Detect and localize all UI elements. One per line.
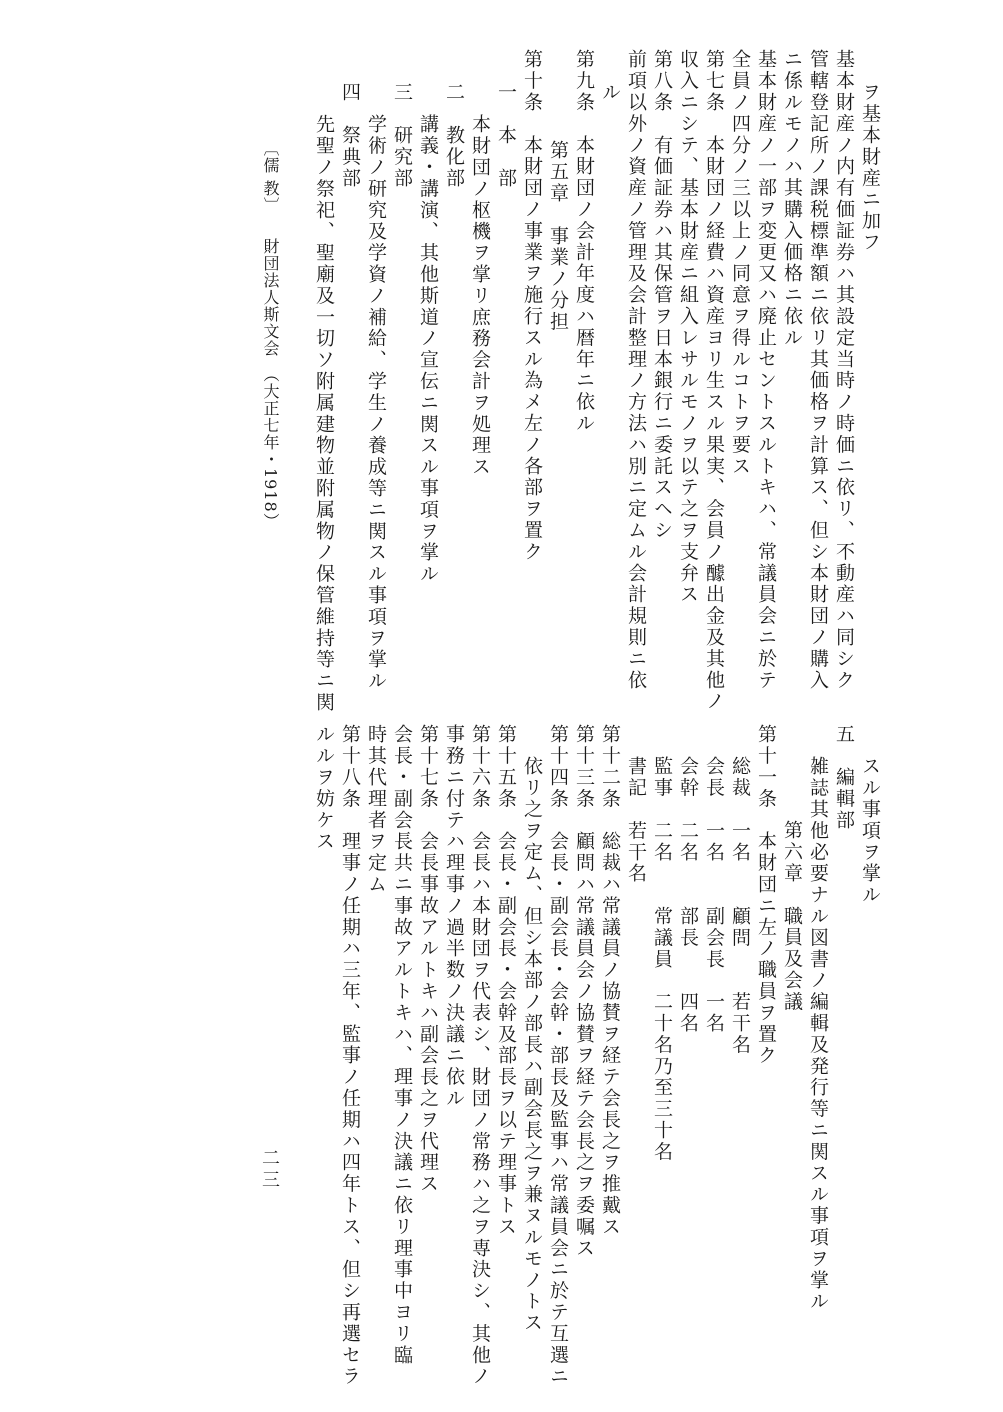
text-column: ヲ基本財産ニ加フ xyxy=(859,82,881,254)
text-column: 全員ノ四分ノ三以上ノ同意ヲ得ルコトヲ要ス xyxy=(729,49,751,477)
text-column: 二 教化部 xyxy=(443,82,465,189)
text-column: ル xyxy=(599,82,621,104)
text-column: 会長・副会長共ニ事故アルトキハ、理事ノ決議ニ依リ理事中ヨリ臨 xyxy=(391,724,413,1366)
text-column: 四 祭典部 xyxy=(339,82,361,189)
text-column: 時其代理者ヲ定ム xyxy=(365,724,387,896)
text-column: 会長 一名 副会長 一名 xyxy=(703,756,725,1035)
text-column: 講義・講演、其他斯道ノ宣伝ニ関スル事項ヲ掌ル xyxy=(417,114,439,585)
text-column: 基本財産ノ内有価証券ハ其設定当時ノ時価ニ依リ、不動産ハ同シク xyxy=(833,49,855,691)
text-column: 学術ノ研究及学資ノ補給、学生ノ養成等ニ関スル事項ヲ掌ル xyxy=(365,114,387,692)
text-column: 依リ之ヲ定ム、但シ本部ノ部長ハ副会長之ヲ兼ヌルモノトス xyxy=(521,756,543,1334)
text-column: 第八条 有価証券ハ其保管ヲ日本銀行ニ委託スヘシ xyxy=(651,49,673,542)
text-column: 基本財産ノ一部ヲ変更又ハ廃止セントスルトキハ、常議員会ニ於テ xyxy=(755,49,777,691)
text-column: 第十四条 会長・副会長・会幹・部長及監事ハ常議員会ニ於テ互選ニ xyxy=(547,724,569,1388)
text-column: ニ係ルモノハ其購入価格ニ依ル xyxy=(781,49,803,349)
text-column: 第十七条 会長事故アルトキハ副会長之ヲ代理ス xyxy=(417,724,439,1195)
text-column: 第十八条 理事ノ任期ハ三年、監事ノ任期ハ四年トス、但シ再選セラ xyxy=(339,724,361,1388)
text-column: 監事 二名 常議員 二十名乃至三十名 xyxy=(651,756,673,1163)
text-column: 第十二条 総裁ハ常議員ノ協賛ヲ経テ会長之ヲ推戴ス xyxy=(599,724,621,1238)
text-column: スル事項ヲ掌ル xyxy=(859,756,881,906)
text-column: 第十条 本財団ノ事業ヲ施行スル為メ左ノ各部ヲ置ク xyxy=(521,49,543,563)
text-column: 第九条 本財団ノ会計年度ハ暦年ニ依ル xyxy=(573,49,595,435)
text-column: 第十三条 顧問ハ常議員会ノ協賛ヲ経テ会長之ヲ委嘱ス xyxy=(573,724,595,1259)
text-column: 管轄登記所ノ課税標準額ニ依リ其価格ヲ計算ス、但シ本財団ノ購入 xyxy=(807,49,829,691)
text-column: 前項以外ノ資産ノ管理及会計整理ノ方法ハ別ニ定ムル会計規則ニ依 xyxy=(625,49,647,691)
category-label: 〔儒 教〕 xyxy=(261,140,280,215)
text-column: ルルヲ妨ケス xyxy=(313,724,335,853)
text-column: 収入ニシテ、基本財産ニ組入レサルモノヲ以テ之ヲ支弁ス xyxy=(677,49,699,606)
text-column: 第十一条 本財団ニ左ノ職員ヲ置ク xyxy=(755,724,777,1067)
text-column: 雑誌其他必要ナル図書ノ編輯及発行等ニ関スル事項ヲ掌ル xyxy=(807,756,829,1313)
text-column: 第十六条 会長ハ本財団ヲ代表シ、財団ノ常務ハ之ヲ専決シ、其他ノ xyxy=(469,724,491,1388)
text-column: 第七条 本財団ノ経費ハ資産ヨリ生スル果実、会員ノ醵出金及其他ノ xyxy=(703,49,725,713)
text-column: 一 本 部 xyxy=(495,82,517,189)
text-column: 第十五条 会長・副会長・会幹及部長ヲ以テ理事トス xyxy=(495,724,517,1238)
text-column: 総裁 一名 顧問 若干名 xyxy=(729,756,751,1056)
text-column: 五 編輯部 xyxy=(833,724,855,831)
text-column: 三 研究部 xyxy=(391,82,413,189)
chapter-heading: 第五章 事業ノ分担 xyxy=(547,140,569,333)
text-column: 会幹 二名 部長 四名 xyxy=(677,756,699,1035)
chapter-heading: 第六章 職員及会議 xyxy=(781,820,803,1013)
page-number: 二三 xyxy=(259,1148,280,1192)
source-citation: 財団法人斯文会 （大正七年・1918） xyxy=(261,238,280,530)
text-column: 書記 若干名 xyxy=(625,756,647,885)
text-column: 先聖ノ祭祀、聖廟及一切ソ附属建物並附属物ノ保管維持等ニ関 xyxy=(313,114,335,714)
text-column: 本財団ノ枢機ヲ掌リ庶務会計ヲ処理ス xyxy=(469,114,491,478)
text-column: 事務ニ付テハ理事ノ過半数ノ決議ニ依ル xyxy=(443,724,465,1110)
